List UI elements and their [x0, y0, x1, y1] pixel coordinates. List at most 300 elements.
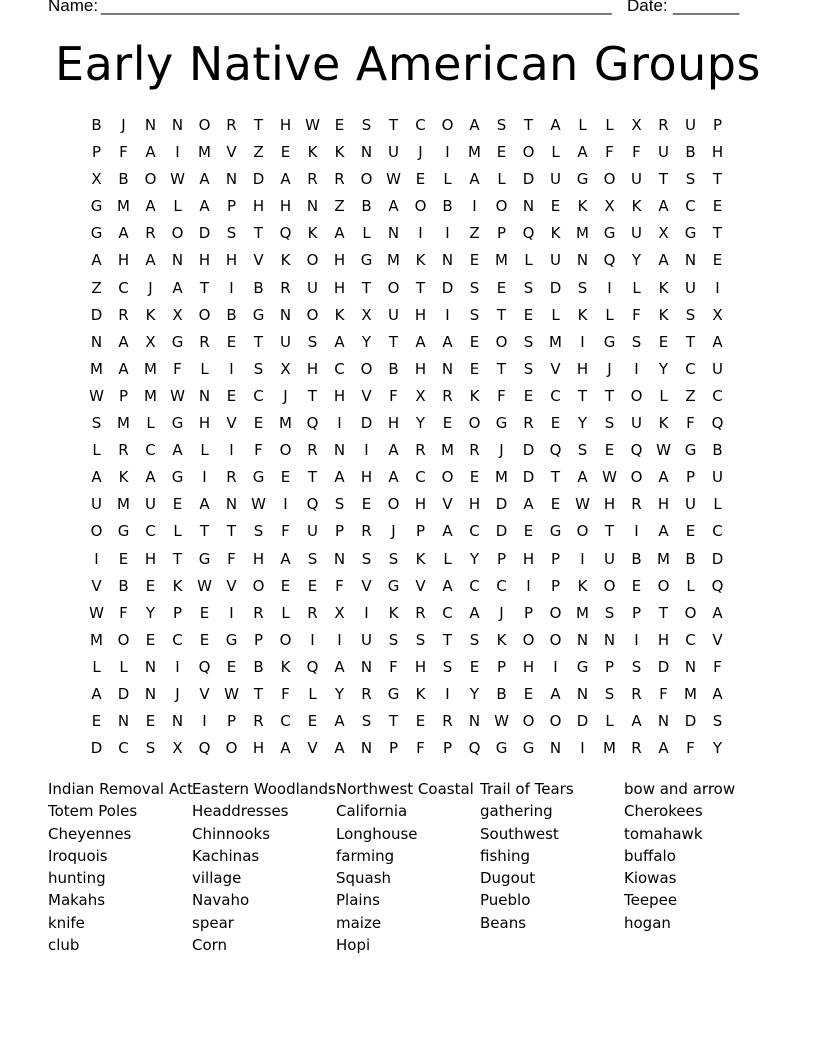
grid-letter: U: [685, 116, 696, 134]
grid-letter: A: [145, 468, 156, 487]
grid-letter: R: [253, 603, 264, 622]
grid-letter: Q: [549, 441, 562, 460]
word-list-item: Hopi: [336, 936, 371, 955]
grid-letter: K: [415, 549, 426, 568]
grid-letter: L: [578, 116, 587, 134]
grid-letter: G: [522, 739, 535, 758]
grid-letter: A: [118, 332, 129, 351]
grid-letter: E: [496, 278, 507, 297]
grid-letter: O: [603, 576, 616, 595]
grid-letter: H: [225, 251, 238, 270]
grid-letter: I: [337, 414, 342, 433]
grid-letter: U: [388, 143, 399, 162]
grid-letter: I: [634, 630, 639, 649]
grid-letter: C: [469, 576, 480, 595]
grid-letter: C: [550, 386, 561, 405]
grid-letter: G: [252, 468, 265, 487]
grid-letter: T: [172, 549, 183, 568]
word-list-item: bow and arrow: [624, 780, 736, 798]
grid-letter: N: [657, 712, 670, 731]
grid-letter: Y: [415, 414, 426, 433]
grid-letter: G: [603, 332, 616, 351]
grid-letter: K: [577, 305, 588, 324]
grid-letter: M: [468, 143, 481, 162]
grid-letter: F: [119, 603, 128, 622]
grid-letter: H: [279, 116, 292, 134]
grid-letter: N: [387, 224, 400, 243]
grid-letter: E: [172, 495, 183, 514]
grid-letter: L: [443, 170, 452, 189]
grid-letter: Z: [685, 386, 696, 405]
grid-letter: P: [172, 603, 183, 622]
grid-letter: E: [415, 712, 426, 731]
grid-letter: T: [253, 116, 264, 134]
grid-letter: S: [361, 549, 372, 568]
grid-letter: F: [389, 386, 398, 405]
grid-letter: T: [658, 170, 669, 189]
grid-letter: N: [360, 657, 373, 676]
grid-letter: D: [252, 170, 265, 189]
grid-letter: A: [280, 549, 291, 568]
grid-letter: N: [441, 251, 454, 270]
grid-letter: T: [361, 278, 372, 297]
grid-letter: O: [468, 414, 481, 433]
grid-letter: L: [173, 522, 182, 541]
grid-letter: S: [469, 278, 480, 297]
grid-letter: U: [361, 630, 372, 649]
grid-letter: I: [607, 278, 612, 297]
grid-letter: F: [659, 684, 668, 703]
grid-letter: B: [388, 359, 399, 378]
grid-letter: H: [522, 549, 535, 568]
grid-letter: S: [307, 332, 318, 351]
grid-letter: A: [658, 522, 669, 541]
grid-letter: Q: [711, 576, 724, 595]
grid-letter: N: [171, 116, 184, 134]
grid-letter: E: [91, 712, 102, 731]
grid-letter: I: [580, 332, 585, 351]
grid-letter: Q: [522, 224, 535, 243]
grid-letter: K: [577, 576, 588, 595]
grid-letter: G: [198, 549, 211, 568]
grid-letter: O: [549, 630, 562, 649]
grid-letter: O: [522, 143, 535, 162]
grid-letter: L: [443, 549, 452, 568]
grid-letter: H: [252, 549, 265, 568]
grid-letter: V: [91, 576, 102, 595]
grid-letter: C: [415, 116, 426, 134]
grid-letter: U: [550, 251, 561, 270]
grid-letter: T: [253, 332, 264, 351]
grid-letter: E: [496, 143, 507, 162]
grid-letter: A: [334, 224, 345, 243]
grid-letter: G: [684, 224, 697, 243]
word-list-item: Northwest Coastal: [336, 780, 474, 798]
grid-letter: T: [442, 630, 453, 649]
grid-letter: S: [361, 712, 372, 731]
grid-letter: A: [658, 739, 669, 758]
grid-letter: W: [170, 170, 185, 189]
grid-letter: Q: [306, 414, 319, 433]
grid-letter: C: [685, 197, 696, 216]
grid-letter: D: [522, 170, 535, 189]
date-field-line: _______: [673, 0, 740, 15]
grid-letter: J: [499, 603, 504, 622]
grid-letter: A: [172, 278, 183, 297]
grid-letter: S: [523, 359, 534, 378]
grid-letter: T: [388, 332, 399, 351]
grid-letter: A: [199, 170, 210, 189]
grid-letter: O: [684, 603, 697, 622]
grid-letter: H: [414, 359, 427, 378]
grid-letter: P: [496, 224, 507, 243]
grid-letter: E: [550, 414, 561, 433]
grid-letter: A: [658, 197, 669, 216]
grid-letter: T: [388, 712, 399, 731]
grid-letter: U: [685, 495, 696, 514]
grid-letter: J: [121, 116, 126, 134]
grid-letter: F: [227, 549, 236, 568]
grid-letter: N: [603, 630, 616, 649]
grid-letter: K: [469, 386, 480, 405]
name-label: Name:: [48, 0, 99, 15]
grid-letter: G: [684, 441, 697, 460]
grid-letter: L: [362, 224, 371, 243]
grid-letter: S: [523, 278, 534, 297]
grid-letter: E: [415, 170, 426, 189]
grid-letter: N: [576, 251, 589, 270]
grid-letter: C: [712, 522, 723, 541]
grid-letter: A: [631, 712, 642, 731]
grid-letter: R: [118, 305, 129, 324]
grid-letter: O: [279, 441, 292, 460]
grid-letter: X: [712, 305, 723, 324]
grid-letter: E: [145, 712, 156, 731]
grid-letter: S: [253, 359, 264, 378]
word-list-item: village: [192, 869, 242, 888]
word-list-item: maize: [336, 913, 382, 932]
grid-letter: N: [198, 386, 211, 405]
grid-letter: O: [603, 170, 616, 189]
grid-letter: M: [387, 251, 400, 270]
grid-letter: D: [90, 305, 103, 324]
grid-letter: A: [334, 468, 345, 487]
grid-letter: S: [91, 414, 102, 433]
grid-letter: I: [445, 305, 450, 324]
grid-letter: H: [279, 197, 292, 216]
grid-letter: D: [90, 739, 103, 758]
grid-letter: M: [684, 684, 697, 703]
grid-letter: E: [280, 143, 291, 162]
grid-letter: A: [388, 197, 399, 216]
grid-letter: U: [91, 495, 102, 514]
grid-letter: G: [387, 576, 400, 595]
grid-letter: J: [391, 522, 396, 541]
grid-letter: E: [442, 414, 453, 433]
grid-letter: M: [144, 359, 157, 378]
grid-letter: I: [634, 522, 639, 541]
grid-letter: V: [226, 414, 237, 433]
grid-letter: R: [415, 441, 426, 460]
grid-letter: E: [145, 630, 156, 649]
grid-letter: Y: [469, 684, 480, 703]
grid-letter: C: [253, 386, 264, 405]
grid-letter: Y: [334, 684, 345, 703]
grid-letter: G: [549, 522, 562, 541]
word-list-item: Totem Poles: [48, 802, 138, 821]
grid-letter: O: [198, 116, 211, 134]
grid-letter: E: [469, 468, 480, 487]
grid-letter: P: [523, 603, 534, 622]
grid-letter: N: [360, 143, 373, 162]
grid-letter: B: [631, 549, 642, 568]
grid-letter: O: [576, 522, 589, 541]
grid-letter: R: [145, 224, 156, 243]
grid-letter: H: [333, 278, 346, 297]
grid-letter: U: [631, 224, 642, 243]
grid-letter: H: [468, 495, 481, 514]
grid-letter: O: [117, 630, 130, 649]
grid-letter: L: [173, 197, 182, 216]
grid-letter: O: [441, 468, 454, 487]
grid-letter: A: [550, 116, 561, 134]
word-list-item: Cherokees: [624, 802, 703, 821]
grid-letter: S: [388, 630, 399, 649]
grid-letter: W: [494, 712, 509, 731]
grid-letter: O: [90, 522, 103, 541]
grid-letter: H: [252, 197, 265, 216]
grid-letter: R: [361, 522, 372, 541]
grid-letter: A: [199, 495, 210, 514]
grid-letter: V: [415, 576, 426, 595]
grid-letter: S: [361, 116, 372, 134]
grid-letter: N: [333, 441, 346, 460]
grid-letter: M: [441, 441, 454, 460]
grid-letter: I: [229, 359, 234, 378]
grid-letter: E: [523, 684, 534, 703]
grid-letter: D: [522, 468, 535, 487]
word-list-item: Indian Removal Act: [48, 780, 193, 798]
grid-letter: P: [415, 522, 426, 541]
grid-letter: W: [224, 684, 239, 703]
grid-letter: O: [549, 603, 562, 622]
grid-letter: W: [251, 495, 266, 514]
grid-letter: S: [388, 549, 399, 568]
grid-letter: G: [90, 224, 103, 243]
word-list-item: club: [48, 936, 80, 955]
grid-letter: B: [361, 197, 372, 216]
grid-letter: K: [334, 305, 345, 324]
grid-letter: A: [199, 197, 210, 216]
grid-letter: N: [144, 116, 157, 134]
word-list-item: spear: [192, 913, 234, 932]
grid-letter: N: [441, 359, 454, 378]
grid-letter: N: [171, 712, 184, 731]
grid-letter: N: [225, 170, 238, 189]
grid-letter: R: [442, 386, 453, 405]
grid-letter: A: [91, 251, 102, 270]
grid-letter: N: [225, 495, 238, 514]
grid-letter: I: [202, 712, 207, 731]
grid-letter: U: [550, 170, 561, 189]
grid-letter: N: [549, 739, 562, 758]
grid-letter: A: [469, 603, 480, 622]
grid-letter: V: [361, 576, 372, 595]
grid-letter: M: [117, 495, 130, 514]
grid-letter: S: [253, 522, 264, 541]
grid-letter: M: [549, 332, 562, 351]
grid-letter: F: [389, 657, 398, 676]
grid-letter: L: [524, 251, 533, 270]
grid-letter: T: [604, 386, 615, 405]
word-list-item: Headdresses: [192, 802, 289, 821]
grid-letter: A: [118, 359, 129, 378]
grid-letter: X: [604, 197, 615, 216]
grid-letter: R: [334, 170, 345, 189]
grid-letter: L: [92, 441, 101, 460]
grid-letter: R: [118, 441, 129, 460]
grid-letter: U: [604, 549, 615, 568]
grid-letter: W: [89, 386, 104, 405]
grid-letter: D: [522, 441, 535, 460]
grid-letter: N: [333, 549, 346, 568]
grid-letter: Q: [198, 739, 211, 758]
grid-letter: T: [523, 116, 534, 134]
grid-letter: O: [630, 468, 643, 487]
grid-letter: N: [684, 657, 697, 676]
grid-letter: R: [631, 739, 642, 758]
grid-letter: U: [631, 170, 642, 189]
grid-letter: A: [415, 332, 426, 351]
grid-letter: A: [334, 657, 345, 676]
grid-letter: D: [657, 657, 670, 676]
grid-letter: O: [495, 197, 508, 216]
grid-letter: P: [550, 549, 561, 568]
grid-letter: C: [172, 630, 183, 649]
grid-letter: W: [602, 468, 617, 487]
grid-letter: L: [659, 386, 668, 405]
grid-letter: O: [198, 305, 211, 324]
grid-letter: F: [254, 441, 263, 460]
grid-letter: T: [253, 684, 264, 703]
grid-letter: U: [388, 305, 399, 324]
grid-letter: A: [442, 522, 453, 541]
grid-letter: J: [175, 684, 180, 703]
grid-letter: O: [360, 170, 373, 189]
grid-letter: V: [226, 576, 237, 595]
grid-letter: F: [281, 522, 290, 541]
grid-letter: R: [469, 441, 480, 460]
grid-letter: A: [442, 576, 453, 595]
grid-letter: H: [387, 414, 400, 433]
grid-letter: L: [605, 712, 614, 731]
grid-letter: Q: [306, 657, 319, 676]
grid-letter: C: [712, 386, 723, 405]
grid-letter: G: [171, 414, 184, 433]
grid-letter: F: [416, 739, 425, 758]
grid-letter: B: [685, 143, 696, 162]
grid-letter: Q: [279, 224, 292, 243]
grid-letter: E: [280, 468, 291, 487]
grid-letter: X: [145, 332, 156, 351]
grid-letter: P: [631, 603, 642, 622]
grid-letter: Y: [145, 603, 156, 622]
grid-letter: A: [712, 332, 723, 351]
grid-letter: P: [442, 739, 453, 758]
grid-letter: A: [712, 603, 723, 622]
word-list-item: fishing: [480, 846, 530, 865]
grid-letter: X: [631, 116, 642, 134]
grid-letter: S: [226, 224, 237, 243]
grid-letter: G: [252, 305, 265, 324]
grid-letter: K: [307, 224, 318, 243]
grid-letter: S: [415, 630, 426, 649]
grid-letter: P: [91, 143, 102, 162]
grid-letter: N: [576, 684, 589, 703]
grid-letter: B: [118, 576, 129, 595]
grid-letter: I: [418, 224, 423, 243]
grid-letter: A: [334, 332, 345, 351]
grid-letter: H: [711, 143, 724, 162]
grid-letter: R: [307, 170, 318, 189]
grid-letter: I: [175, 143, 180, 162]
grid-letter: S: [685, 170, 696, 189]
grid-letter: J: [607, 359, 612, 378]
grid-letter: R: [199, 332, 210, 351]
grid-letter: R: [658, 116, 669, 134]
grid-letter: B: [712, 441, 723, 460]
grid-letter: X: [172, 305, 183, 324]
word-list-item: Makahs: [48, 891, 106, 910]
grid-letter: U: [658, 143, 669, 162]
grid-letter: S: [469, 305, 480, 324]
grid-letter: C: [118, 278, 129, 297]
word-list-item: Corn: [192, 936, 228, 955]
grid-letter: O: [495, 332, 508, 351]
grid-letter: T: [712, 224, 723, 243]
grid-letter: G: [225, 630, 238, 649]
grid-letter: F: [119, 143, 128, 162]
grid-letter: E: [253, 414, 264, 433]
grid-letter: S: [496, 116, 507, 134]
grid-letter: B: [253, 278, 264, 297]
word-list-item: Pueblo: [480, 891, 531, 910]
grid-letter: A: [577, 468, 588, 487]
grid-letter: O: [306, 305, 319, 324]
grid-letter: A: [469, 170, 480, 189]
grid-letter: N: [144, 657, 157, 676]
grid-letter: D: [441, 278, 454, 297]
grid-letter: Q: [603, 251, 616, 270]
grid-letter: A: [91, 468, 102, 487]
grid-letter: B: [685, 549, 696, 568]
grid-letter: C: [415, 468, 426, 487]
word-list-item: tomahawk: [624, 824, 703, 843]
grid-letter: A: [442, 332, 453, 351]
grid-letter: O: [522, 712, 535, 731]
grid-letter: G: [576, 657, 589, 676]
grid-letter: Q: [711, 414, 724, 433]
grid-letter: D: [360, 414, 373, 433]
grid-letter: S: [523, 332, 534, 351]
grid-letter: G: [360, 251, 373, 270]
grid-letter: C: [280, 712, 291, 731]
grid-letter: G: [603, 224, 616, 243]
grid-letter: V: [226, 143, 237, 162]
grid-letter: O: [549, 712, 562, 731]
grid-letter: F: [497, 386, 506, 405]
grid-letter: F: [713, 657, 722, 676]
